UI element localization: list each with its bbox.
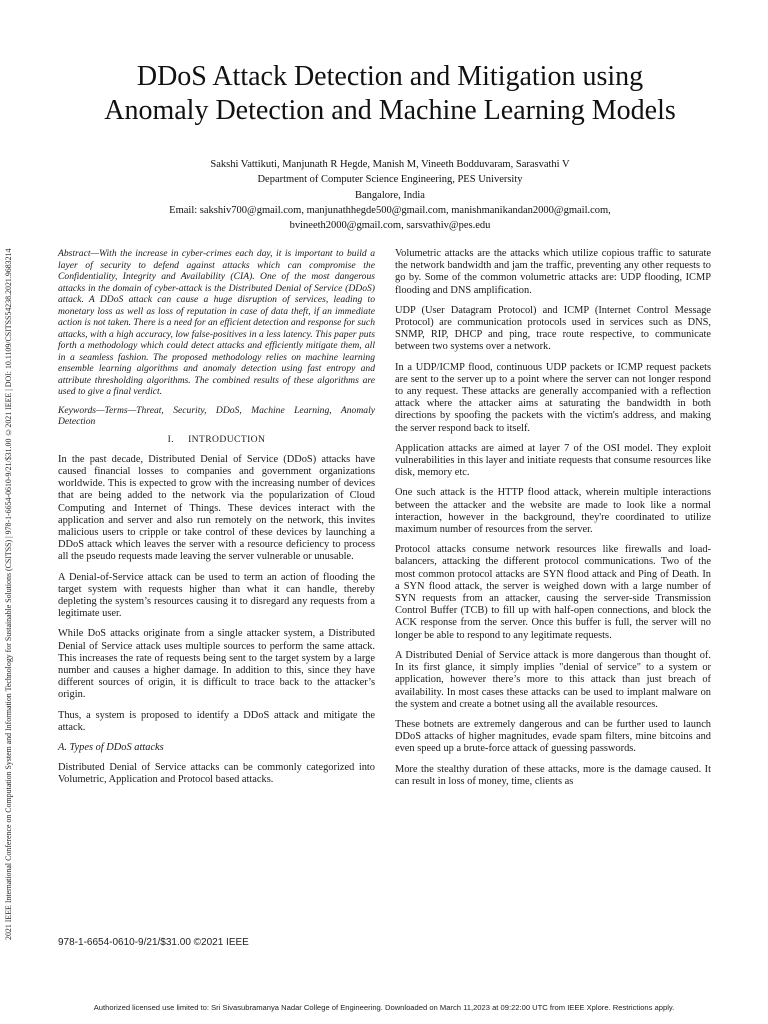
- authors: Sakshi Vattikuti, Manjunath R Hegde, Manish M, Vineeth Bodduvaram, Sarasvathi V: [210, 159, 570, 170]
- subsection-heading: A. Types of DDoS attacks: [58, 741, 164, 753]
- email-line-2: bvineeth2000@gmail.com, sarsvathiv@pes.edu: [289, 220, 491, 232]
- right-paragraph-8: These botnets are extremely dangerous and can be further used to launch DDoS attacks of higher magnitudes, evade spam filters, mine bitcoins and even speed up a brute-force attack of guessing passwords.: [395, 718, 711, 755]
- right-paragraph-5: One such attack is the HTTP flood attack, wherein multiple interactions between the attacker and the website are made to look like a normal interaction, however in the background, they're coordinated to utilize maximum number of resources from the server.: [395, 487, 711, 536]
- right-paragraph-6: Protocol attacks consume network resources like firewalls and load-balancers, attacking the different protocol communications. Two of the most common protocol attacks are SYN flood attack and Ping of Death. In a SYN flood attack, the server is weighed down with a large number of SYN requests from an attacker, causing the server-side Transmission Control Buffer (TCB) to fill up with half-open connections, and block the ACK response from the server. Once this buffer is full, the server will no longer be able to respond to any legitimate requests.: [395, 544, 711, 641]
- right-paragraph-1: Volumetric attacks are the attacks which utilize copious traffic to saturate the network bandwidth and jam the traffic, preventing any other requests to go by. Some of the common volumetric attacks are: UDP flooding, ICMP flooding and DNS amplification.: [395, 248, 711, 296]
- intro-paragraph-5: Distributed Denial of Service attacks can be commonly categorized into Volumetric, Application and Protocol based attacks.: [58, 762, 375, 786]
- title-line-2: Anomaly Detection and Machine Learning Models: [104, 95, 676, 126]
- section-title: INTRODUCTION: [188, 433, 266, 445]
- keywords: Keywords—Terms—Threat, Security, DDoS, Machine Learning, Anomaly Detection: [58, 404, 375, 427]
- right-paragraph-3: In a UDP/ICMP flood, continuous UDP packets or ICMP request packets are sent to the server up to a point where the server can not longer respond to any request. These attacks are generally accompanied with a reflection attack where the attacker aims at saturating the bandwidth in both directions by spoofing the packets with the victim's address, and making the server respond back to itself.: [395, 361, 711, 434]
- title-line-1: DDoS Attack Detection and Mitigation using: [136, 61, 644, 92]
- right-paragraph-2: UDP (User Datagram Protocol) and ICMP (Internet Control Message Protocol) are communication protocols used in services such as DNS, SNMP, RIP, DHCP and ping, trace route respective, to communicate between two systems over a network.: [395, 304, 711, 353]
- right-paragraph-4: Application attacks are aimed at layer 7 of the OSI model. They exploit vulnerabilities in this layer and initiate requests that consume resources like disk, memory etc.: [395, 442, 711, 479]
- right-paragraph-9: More the stealthy duration of these attacks, more is the damage caused. It can result in loss of money, time, clients as: [395, 763, 711, 787]
- intro-paragraph-3: While DoS attacks originate from a single attacker system, a Distributed Denial of Service attack uses multiple sources to perform the same attack. This increases the rate of requests being sent to the target system by a large number and causes a higher damage. In addition to this, since they have different sources of origin, it is difficult to trace back to the attacker’s origin.: [58, 628, 375, 701]
- section-number: I.: [167, 433, 175, 445]
- right-paragraph-7: A Distributed Denial of Service attack is more dangerous than thought of. In its first glance, it simply implies "denial of service" to a system or application, however there’s more to this attack than just breach of availability. In most cases these attacks can be used to implant malware on the system and create a botnet using all the available resources.: [395, 649, 711, 710]
- left-column: [58, 248, 375, 795]
- paper-title: [40, 60, 740, 128]
- location: Bangalore, India: [355, 189, 425, 201]
- abstract: Abstract—With the increase in cyber-crimes each day, it is important to build a layer of security to defend against attacks which can compromise the Confidentiality, Integrity and Availability (CIA). One of the most dangerous attacks in the domain of cyber-attack is the Distributed Denial of Service (DDoS) attack. A DDoS attack can cause a huge disruption of services, leading to monetary loss as well as loss of reputation in case of data theft, if an immediate action is not taken. There is a need for an efficient detection and response for such attacks, with a high accuracy, low false-positives in a less latency. This paper puts forth a methodology which could detect attacks and efficiently mitigate them, all in a seamless fashion. The proposed methodology relies on machine learning ensemble learning algorithms and anomaly detection using fast entropy and attribute thresholding algorithms. The combined results of these algorithms are used to give a final verdict.: [58, 248, 375, 397]
- intro-paragraph-1: In the past decade, Distributed Denial of Service (DDoS) attacks have caused financial losses to companies and government organizations worldwide. This is expected to grow with the increasing number of devices that are being added to the network via the popularization of Cloud Computing and Internet of Things. These devices interact with the application and server and also run remotely on the network, this invites malicious users to cripple or take control of these devices by launching a DDoS attack which leaves the server with a resource deficiency to process all the pseudo requests made leaving the server vulnerable or unusable.: [58, 453, 375, 563]
- copyright-notice: 978-1-6654-0610-9/21/$31.00 ©2021 IEEE: [58, 937, 249, 948]
- author-block: [60, 157, 720, 233]
- intro-paragraph-2: A Denial-of-Service attack can be used to term an action of flooding the target system with requests higher than what it can handle, thereby depleting the system’s resources causing it to disregard any requests from a legitimate user.: [58, 571, 375, 620]
- right-column: [395, 248, 711, 796]
- intro-paragraph-4: Thus, a system is proposed to identify a DDoS attack and mitigate the attack.: [58, 709, 375, 733]
- department: Department of Computer Science Engineering, PES University: [257, 174, 523, 186]
- email-line-1: Email: sakshiv700@gmail.com, manjunathhegde500@gmail.com, manishmanikandan2000@gmail.com,: [169, 204, 611, 216]
- license-footer: Authorized licensed use limited to: Sri Sivasubramanya Nadar College of Engineering. Downloaded on March 11,2023 at 09:22:00 UTC from IEEE Xplore. Restrictions apply.: [93, 1003, 675, 1012]
- section-heading: [58, 434, 375, 446]
- doi-side-note: 2021 IEEE International Conference on Computation System and Information Technology for Sustainable Solutions (CSITSS) | 978-1-6654-0610-9/21/$31.00 ©2021 IEEE | DOI: 10.1109/CSITSS54238.2021.9683214: [4, 248, 13, 940]
